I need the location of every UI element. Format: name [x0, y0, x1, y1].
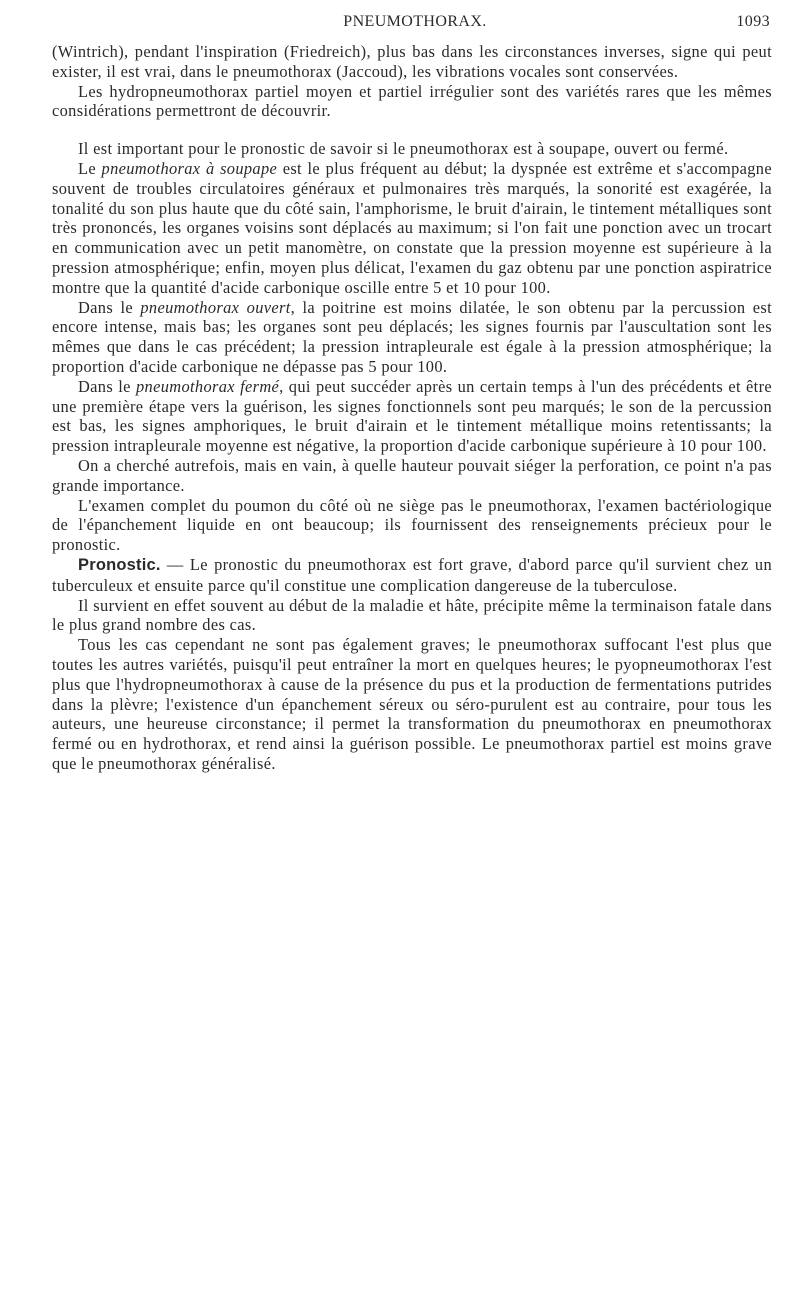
- paragraph-text: Il est important pour le pronostic de savoir si le pneumothorax est à soupape, ouvert ou fermé.: [78, 139, 729, 159]
- section-heading-pronostic: Pronostic.: [78, 555, 161, 574]
- paragraph-text: , la poitrine est moins dilatée, le son obtenu par la percussion est encore intense, mais bas; les organes sont peu déplacés; les signes fournis par l'auscultation sont les mêmes que dans le cas précédent; la pression intrapleurale est égale à la pression atmosphérique; la proportion d'acide carbonique ne dépasse pas 5 pour 100.: [52, 297, 773, 376]
- paragraph-hydropneumothorax-varieties: [52, 82, 772, 122]
- body-text: [52, 42, 772, 774]
- italic-term: pneumothorax à soupape: [101, 158, 278, 178]
- paragraph-perforation: [52, 456, 772, 496]
- paragraph-lead: Le: [78, 158, 96, 178]
- paragraph-text: L'examen complet du poumon du côté où ne siège pas le pneumothorax, l'examen bactériologique de l'épanchement liquide en ont beaucoup; ils fournissent des renseignements précieux pour le pronostic.: [52, 495, 772, 555]
- paragraph-valve-pneumothorax: [52, 159, 772, 298]
- paragraph-lung-exam: [52, 496, 772, 555]
- paragraph-lead: Dans le: [78, 297, 133, 317]
- paragraph-closed-pneumothorax: [52, 377, 772, 456]
- paragraph-text: — Le pronostic du pneumothorax est fort grave, d'abord parce qu'il survient chez un tuberculeux et ensuite parce qu'il constitue une complication dangereuse de la tuberculose.: [52, 554, 772, 595]
- paragraph-text: On a cherché autrefois, mais en vain, à quelle hauteur pouvait siéger la perforation, ce point n'a pas grande importance.: [52, 455, 772, 495]
- paragraph-text: (Wintrich), pendant l'inspiration (Friedreich), plus bas dans les circonstances inverses, signe qui peut exister, il est vrai, dans le pneumothorax (Jaccoud), les vibrations vocales sont conservées.: [52, 42, 772, 81]
- paragraph-wintrich: [52, 42, 772, 82]
- paragraph-pronostic: [52, 555, 772, 596]
- paragraph-severity: [52, 635, 772, 774]
- paragraph-text: Il survient en effet souvent au début de la maladie et hâte, précipite même la terminaison fatale dans le plus grand nombre des cas.: [52, 595, 772, 635]
- paragraph-lead: Dans le: [78, 376, 131, 396]
- paragraph-onset: [52, 596, 772, 636]
- italic-term: pneumothorax fermé: [136, 376, 280, 396]
- paragraph-text: Tous les cas cependant ne sont pas également graves; le pneumothorax suffocant l'est plus que toutes les autres variétés, puisqu'il peut entraîner la mort en quelques heures; le pyopneumothorax l'est plus que l'hydropneumothorax à cause de la présence du pus et la production de fermentations putrides dans la plèvre; l'existence d'un épanchement séreux ou séro-purulent est au contraire, pour tous les auteurs, une heureuse circonstance; il permet la transformation du pneumothorax en pneumothorax fermé ou en hydrothorax, et rend ainsi la guérison possible. Le pneumothorax partiel est moins grave que le pneumothorax généralisé.: [52, 635, 772, 773]
- paragraph-text: est le plus fréquent au début; la dyspnée est extrême et s'accompagne souvent de troubles circulatoires généraux et pulmonaires très marqués, la sonorité est exagérée, la tonalité du son plus haute que du côté sain, l'amphorisme, le bruit d'airain, le tintement métalliques sont très prononcés, les organes voisins sont déplacés au maximum; si l'on fait une ponction avec un trocart en communication avec un petit manomètre, on constate que la pression moyenne est supérieure à la pression atmosphérique; enfin, moyen plus délicat, l'examen du gaz obtenu par une ponction aspiratrice montre que la quantité d'acide carbonique oscille entre 5 et 10 pour 100.: [52, 158, 772, 297]
- paragraph-text: , qui peut succéder après un certain temps à l'un des précédents et être une première étape vers la guérison, les signes fonctionnels sont peu marqués; le son de la percussion est bas, les signes amphoriques, le bruit d'airain et le tintement métallique moins retentissants; la pression intrapleurale moyenne est négative, la proportion d'acide carbonique supérieure à 10 pour 100.: [52, 376, 773, 456]
- italic-term: pneumothorax ouvert: [140, 297, 291, 317]
- paragraph-prognosis-types: [52, 139, 772, 159]
- paragraph-text: Les hydropneumothorax partiel moyen et partiel irrégulier sont des variétés rares que les mêmes considérations permettront de découvrir.: [52, 81, 772, 121]
- running-title: PNEUMOTHORAX.: [343, 13, 487, 30]
- paragraph-open-pneumothorax: [52, 298, 772, 377]
- running-head: [60, 13, 770, 37]
- page-number: 1093: [736, 13, 770, 30]
